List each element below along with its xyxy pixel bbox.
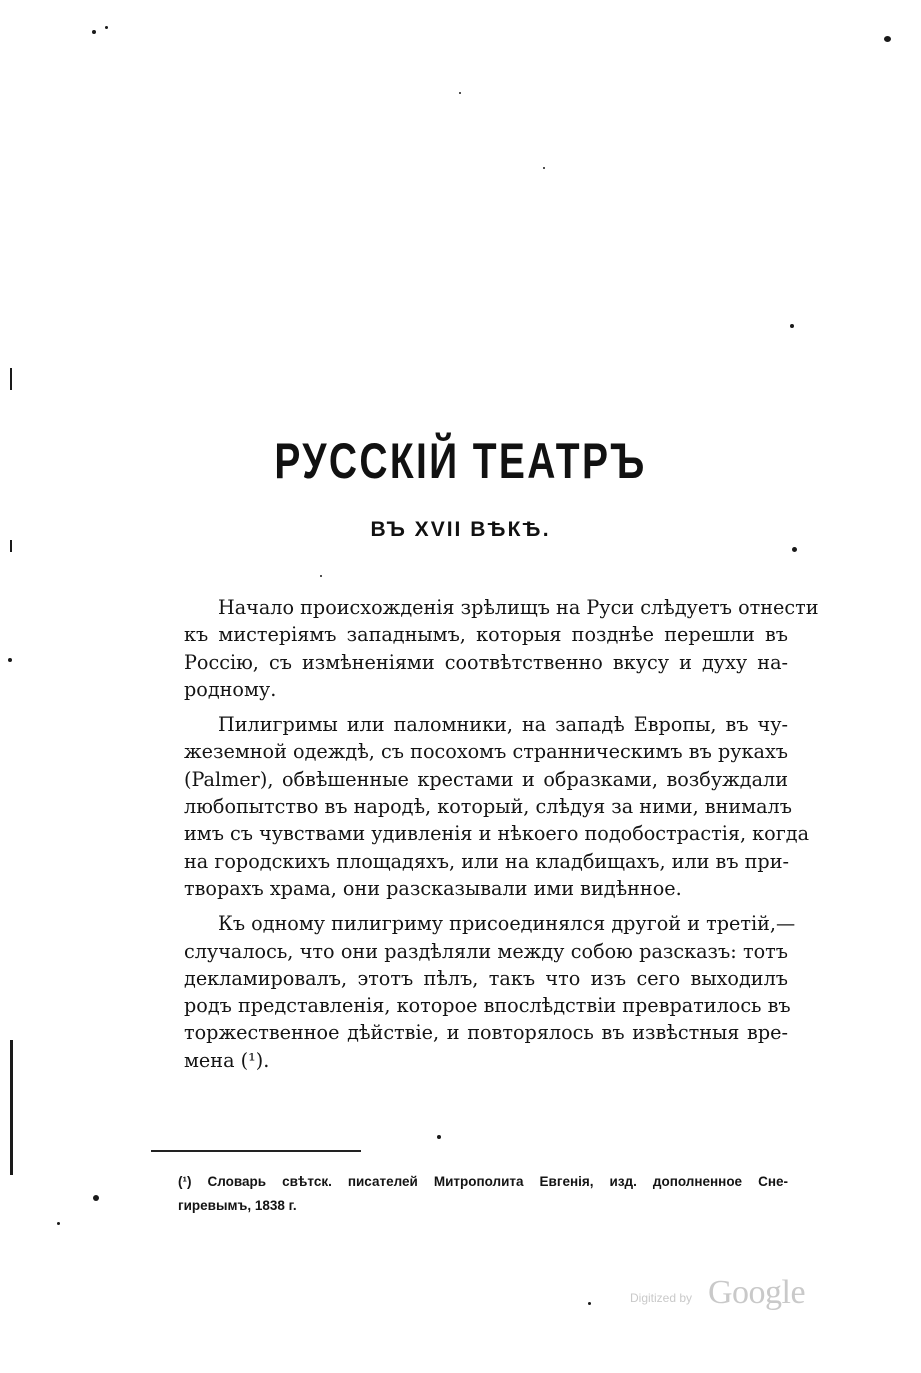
watermark-prefix: Digitized by xyxy=(630,1291,693,1305)
scan-speck xyxy=(105,26,108,29)
footnote-divider xyxy=(151,1150,361,1152)
body-line: любопытство въ народѣ, который, слѣдуя за ними, внималъ xyxy=(184,795,792,819)
footnote-line: гиревымъ, 1838 г. xyxy=(178,1198,297,1213)
body-line: Пилигримы или паломники, на западѣ Европы, въ чу- xyxy=(218,713,788,737)
body-text xyxy=(184,594,819,1074)
body-line: жеземной одеждѣ, съ посохомъ странническимъ въ рукахъ xyxy=(184,740,788,764)
scan-speck xyxy=(8,658,12,662)
margin-mark xyxy=(10,1040,13,1175)
body-line: родъ представленія, которое впослѣдствіи превратилось въ xyxy=(184,994,791,1018)
body-line: случалось, что они раздѣляли между собою разсказъ: тотъ xyxy=(184,939,788,963)
footnote-line: (¹) Словарь свѣтск. писателей Митрополита Евгенія, изд. дополненное Сне- xyxy=(178,1174,788,1189)
body-line: имъ съ чувствами удивленія и нѣкоего подобострастія, когда xyxy=(184,822,810,846)
body-line: творахъ храма, они разсказывали ими видѣнное. xyxy=(184,876,682,900)
scan-speck xyxy=(320,575,322,577)
page-subtitle: ВЪ XVII ВѢКѢ. xyxy=(370,518,551,541)
scan-speck xyxy=(93,1195,99,1201)
scan-speck xyxy=(459,92,461,94)
body-line: торжественное дѣйствіе, и повторялось въ извѣстныя вре- xyxy=(184,1021,788,1045)
digitized-watermark xyxy=(630,1274,820,1314)
google-logo: Google xyxy=(708,1274,806,1311)
body-line: декламировалъ, этотъ пѣлъ, такъ что изъ сего выходилъ xyxy=(184,966,788,990)
footnote xyxy=(178,1170,788,1218)
scan-speck xyxy=(792,547,797,552)
scan-speck xyxy=(57,1222,60,1225)
body-line: Начало происхожденія зрѣлищъ на Руси слѣдуетъ отнести xyxy=(218,596,819,619)
body-line: Къ одному пилигриму присоединялся другой и третій,— xyxy=(218,912,796,936)
body-line: мена (¹). xyxy=(184,1048,270,1072)
body-line: на городскихъ площадяхъ, или на кладбищахъ, или въ при- xyxy=(184,849,789,873)
body-line: Россію, съ измѣненіями соотвѣтственно вкусу и духу на- xyxy=(184,650,788,674)
scan-speck xyxy=(437,1135,441,1139)
scan-speck xyxy=(884,36,891,42)
scan-speck xyxy=(543,167,545,169)
body-line: къ мистеріямъ западнымъ, которыя позднѣе перешли въ xyxy=(184,623,788,647)
scan-speck xyxy=(92,30,96,34)
body-line: родному. xyxy=(184,677,277,701)
margin-mark xyxy=(10,540,12,552)
scan-speck xyxy=(790,324,794,328)
page-title: РУССКІЙ ТЕАТРЪ xyxy=(274,433,647,489)
body-line: (Palmer), обвѣшенные крестами и образками, возбуждали xyxy=(184,767,788,791)
scan-speck xyxy=(588,1302,591,1305)
margin-mark xyxy=(10,368,12,390)
